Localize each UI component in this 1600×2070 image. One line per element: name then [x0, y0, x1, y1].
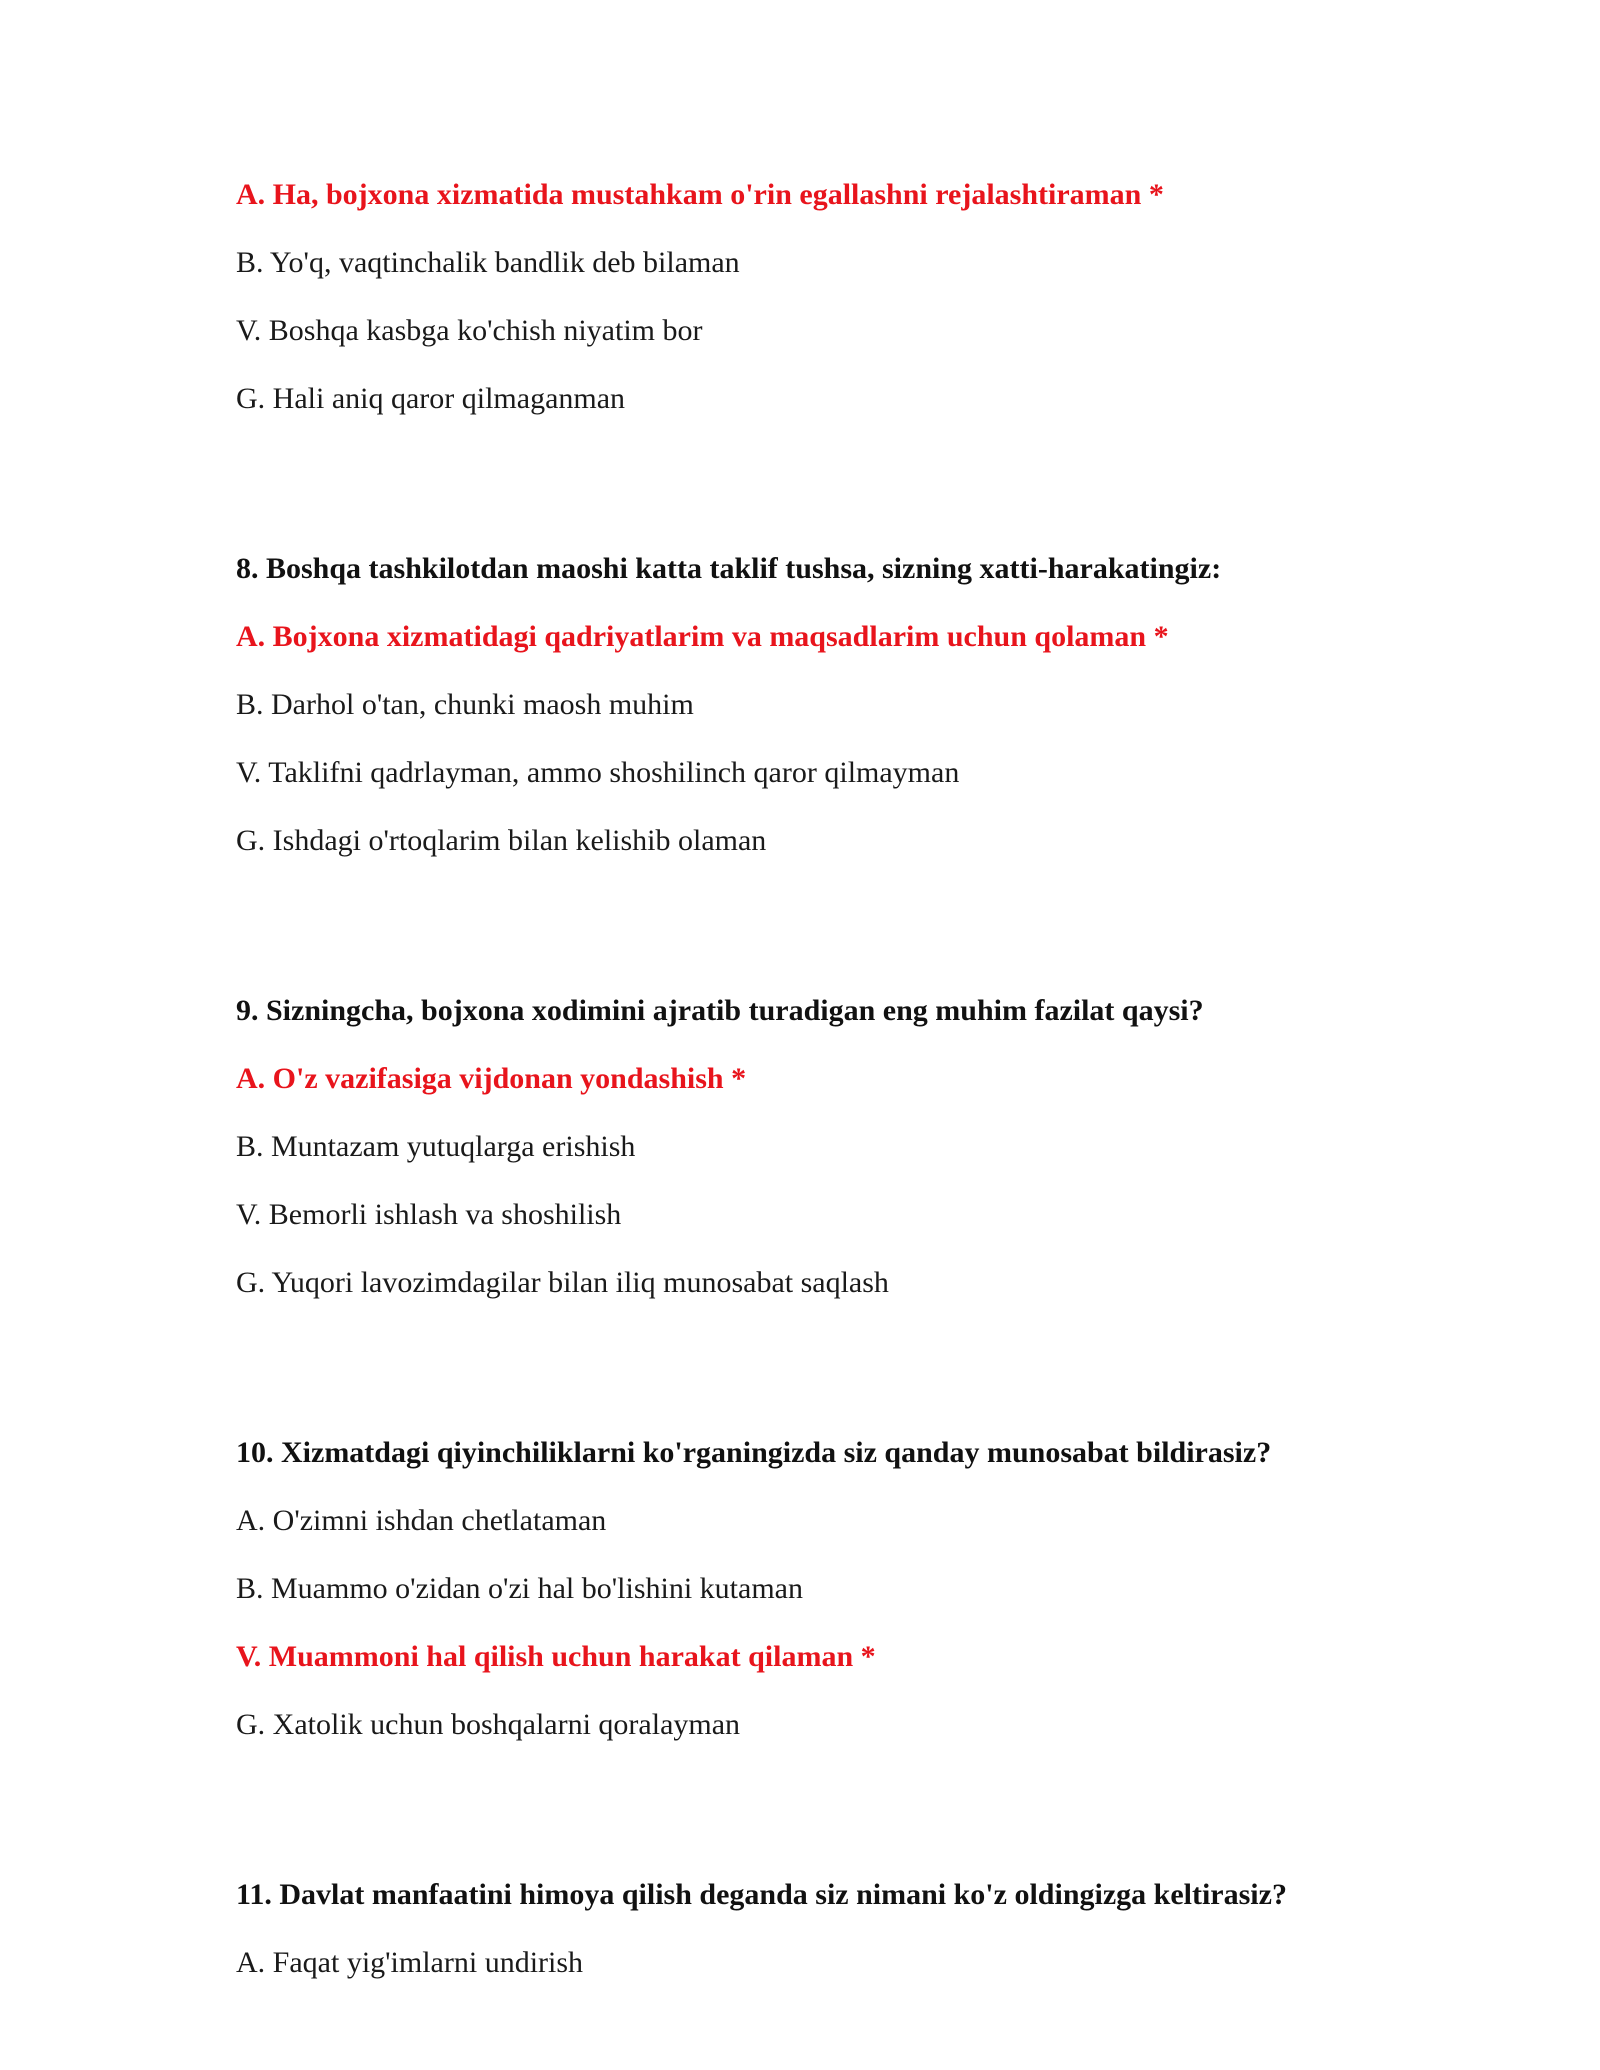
block-spacer: [236, 892, 1436, 994]
answer-option: B. Muntazam yutuqlarga erishish: [236, 1130, 636, 1163]
answer-option: B. Darhol o'tan, chunki maosh muhim: [236, 688, 694, 721]
question-block: [236, 1878, 1436, 1980]
answer-option: G. Ishdagi o'rtoqlarim bilan kelishib olaman: [236, 824, 767, 857]
answer-option: A. O'zimni ishdan chetlataman: [236, 1504, 607, 1537]
block-spacer: [236, 450, 1436, 552]
answer-option: V. Boshqa kasbga ko'chish niyatim bor: [236, 314, 703, 347]
answer-option: G. Yuqori lavozimdagilar bilan iliq munosabat saqlash: [236, 1266, 889, 1299]
correct-answer-option: A. O'z vazifasiga vijdonan yondashish *: [236, 1062, 747, 1095]
block-spacer: [236, 1776, 1436, 1878]
question-block: [236, 552, 1436, 858]
question-text: 11. Davlat manfaatini himoya qilish deganda siz nimani ko'z oldingizga keltirasiz?: [236, 1878, 1287, 1911]
answer-option: G. Xatolik uchun boshqalarni qoralayman: [236, 1708, 741, 1741]
question-block: [236, 994, 1436, 1300]
answer-option: B. Yo'q, vaqtinchalik bandlik deb bilaman: [236, 246, 740, 279]
correct-answer-option: A. Ha, bojxona xizmatida mustahkam o'rin egallashni rejalashtiraman *: [236, 178, 1164, 211]
answer-option: V. Bemorli ishlash va shoshilish: [236, 1198, 622, 1231]
question-text: 8. Boshqa tashkilotdan maoshi katta taklif tushsa, sizning xatti-harakatingiz:: [236, 552, 1222, 585]
correct-answer-option: V. Muammoni hal qilish uchun harakat qilaman *: [236, 1640, 876, 1673]
quiz-content: [236, 178, 1436, 2014]
question-text: 9. Sizningcha, bojxona xodimini ajratib turadigan eng muhim fazilat qaysi?: [236, 994, 1204, 1027]
question-block: [236, 1436, 1436, 1742]
answer-option: A. Faqat yig'imlarni undirish: [236, 1946, 584, 1979]
correct-answer-option: A. Bojxona xizmatidagi qadriyatlarim va maqsadlarim uchun qolaman *: [236, 620, 1169, 653]
block-spacer: [236, 1334, 1436, 1436]
question-text: 10. Xizmatdagi qiyinchiliklarni ko'rganingizda siz qanday munosabat bildirasiz?: [236, 1436, 1272, 1469]
answer-option: B. Muammo o'zidan o'zi hal bo'lishini kutaman: [236, 1572, 803, 1605]
answer-option: G. Hali aniq qaror qilmaganman: [236, 382, 626, 415]
question-block: [236, 178, 1436, 416]
answer-option: V. Taklifni qadrlayman, ammo shoshilinch qaror qilmayman: [236, 756, 960, 789]
